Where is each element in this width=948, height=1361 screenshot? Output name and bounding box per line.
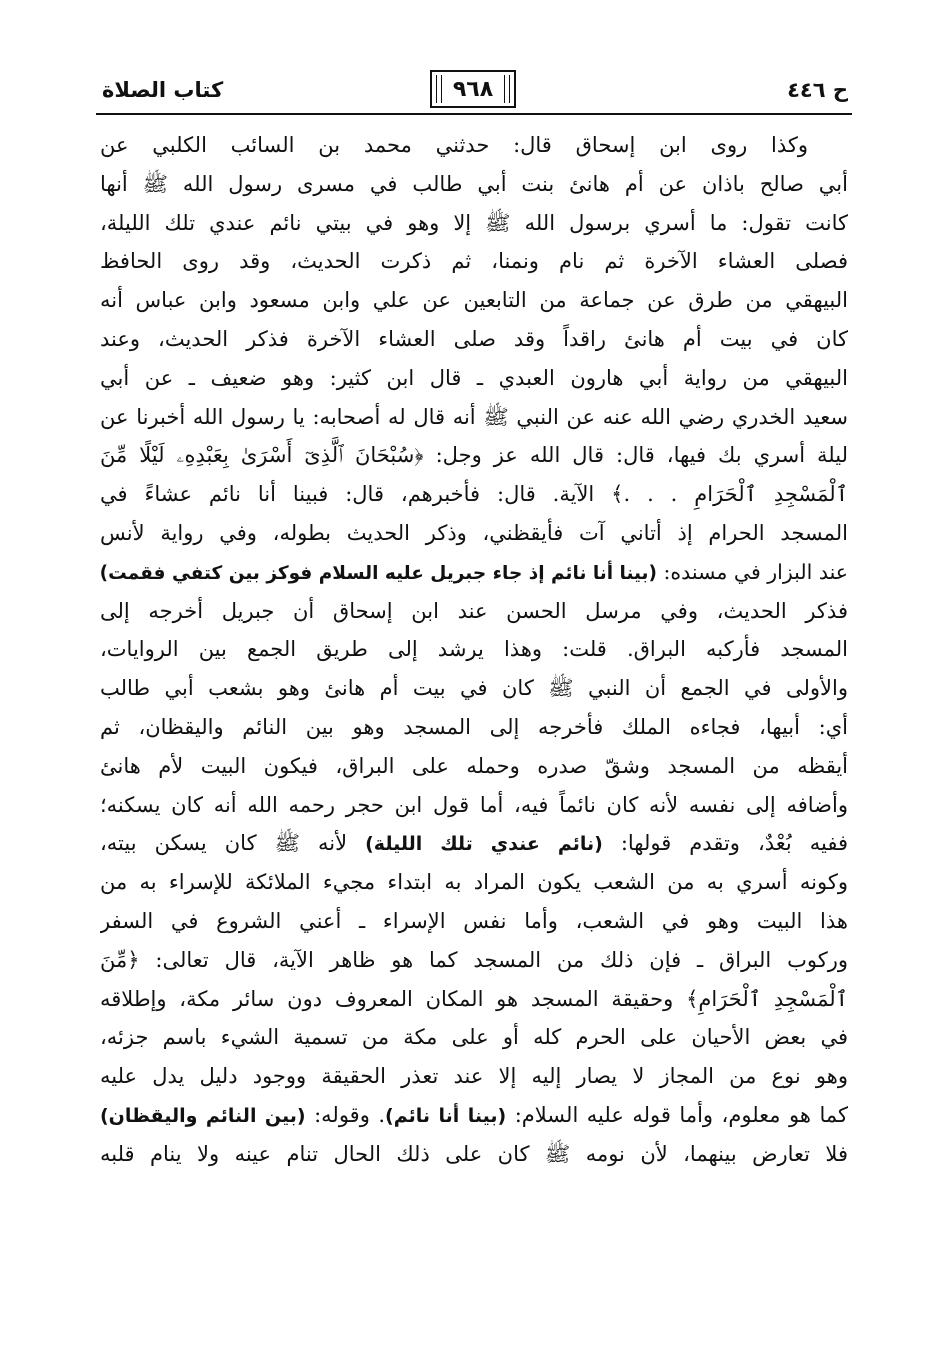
page-header (96, 66, 852, 118)
text-line: عند البزار في مسنده: (بينا أنا نائم إذ جاء جبريل عليه السلام فوكز بين كتفي فقمت) (100, 559, 848, 584)
text-line: البيهقي من رواية أبي هارون العبدي ـ قال ابن كثير: وهو ضعيف ـ عن أبي (100, 365, 848, 390)
text-line: كانت تقول: ما أسري برسول الله ﷺ إلا وهو في بيتي نائم عندي تلك الليلة، (100, 210, 848, 235)
text-line: في بعض الأحيان على الحرم كله أو على مكة من تسمية الشيء باسم جزئه، (100, 1025, 848, 1050)
page-number-frame (430, 70, 516, 108)
hadith-reference: ح ٤٤٦ (787, 78, 848, 102)
page-number: ٩٦٨ (452, 76, 494, 102)
text-line: وهو نوع من المجاز لا يصار إليه إلا عند تعذر الحقيقة ووجود دليل يدل عليه (100, 1064, 848, 1089)
text-line: هذا البيت وهو في الشعب، وأما نفس الإسراء ـ أعني الشروع في السفر (100, 908, 848, 933)
header-divider (96, 113, 852, 115)
quoted-hadith: (بين النائم واليقظان) (100, 1104, 306, 1127)
text-line: ٱلْمَسْجِدِ ٱلْحَرَامِ﴾ وحقيقة المسجد هو المكان المعروف دون سائر مكة، وإطلاقه (100, 986, 848, 1011)
quoted-hadith: (بينا أنا نائم) (385, 1104, 507, 1127)
text-line: ففيه بُعْدٌ، وتقدم قولها: (نائم عندي تلك الليلة) لأنه ﷺ كان يسكن بيته، (100, 831, 848, 856)
text-line: ٱلْمَسْجِدِ ٱلْحَرَامِ . . .﴾ الآية. قال: فأخبرهم، قال: فبينا أنا نائم عشاءً في (100, 482, 848, 507)
book-title: كتاب الصلاة (102, 78, 224, 102)
body-text (100, 126, 848, 1174)
text-line: ليلة أسري بك فيها، قال: قال الله عز وجل: ﴿سُبْحَانَ ٱلَّذِىٓ أَسْرَىٰ بِعَبْدِهِۦ لَيْلًا مِّنَ (100, 443, 848, 468)
text-line: وكونه أسري به من الشعب يكون المراد به ابتداء مجيء الملائكة للإسراء به من (100, 870, 848, 895)
text-line: والأولى في الجمع أن النبي ﷺ كان في بيت أم هانئ وهو بشعب أبي طالب (100, 676, 848, 701)
text-line: فصلى العشاء الآخرة ثم نام ونمنا، ثم ذكرت الحديث، وقد روى الحافظ (100, 249, 848, 274)
text-line: البيهقي من طرق عن جماعة من التابعين عن علي وابن مسعود وابن عباس أنه (100, 288, 848, 313)
text-line: المسجد الحرام إذ أتاني آت فأيقظني، وذكر الحديث بطوله، وفي رواية لأنس (100, 520, 848, 545)
text-line: أي: أبيها، فجاءه الملك فأخرجه إلى المسجد وهو بين النائم واليقظان، ثم (100, 714, 848, 739)
text-line: وأضافه إلى نفسه لأنه كان نائماً فيه، أما قول ابن حجر رحمه الله أنه كان يسكنه؛ (100, 792, 848, 817)
text-line: وكذا روى ابن إسحاق قال: حدثني محمد بن السائب الكلبي عن (100, 133, 808, 157)
text-line: أيقظه من المسجد وشقّ صدره وحمله على البراق، فيكون البيت لأم هانئ (100, 753, 848, 778)
quoted-hadith: (نائم عندي تلك الليلة) (365, 833, 603, 856)
text-line: كان في بيت أم هانئ راقداً وقد صلى العشاء الآخرة فذكر الحديث، وعند (100, 326, 848, 351)
text-line: كما هو معلوم، وأما قوله عليه السلام: (بينا أنا نائم). وقوله: (بين النائم واليقظان) (100, 1102, 848, 1127)
text-line: فلا تعارض بينهما، لأن نومه ﷺ كان على ذلك الحال تنام عينه ولا ينام قلبه (100, 1141, 848, 1166)
text-line: فذكر الحديث، وفي مرسل الحسن عند ابن إسحاق أن جبريل أخرجه إلى (100, 598, 848, 623)
text-line: وركوب البراق ـ فإن ذلك من المسجد كما هو ظاهر الآية، قال تعالى: ﴿مِّنَ (100, 947, 848, 972)
text-line: سعيد الخدري رضي الله عنه عن النبي ﷺ أنه قال له أصحابه: يا رسول الله أخبرنا عن (100, 404, 848, 429)
text-line: المسجد فأركبه البراق. قلت: وهذا يرشد إلى طريق الجمع بين الروايات، (100, 637, 848, 662)
quoted-hadith: (بينا أنا نائم إذ جاء جبريل عليه السلام فوكز بين كتفي فقمت) (100, 562, 657, 584)
text-line: أبي صالح باذان عن أم هانئ بنت أبي طالب في مسرى رسول الله ﷺ أنها (100, 171, 848, 196)
